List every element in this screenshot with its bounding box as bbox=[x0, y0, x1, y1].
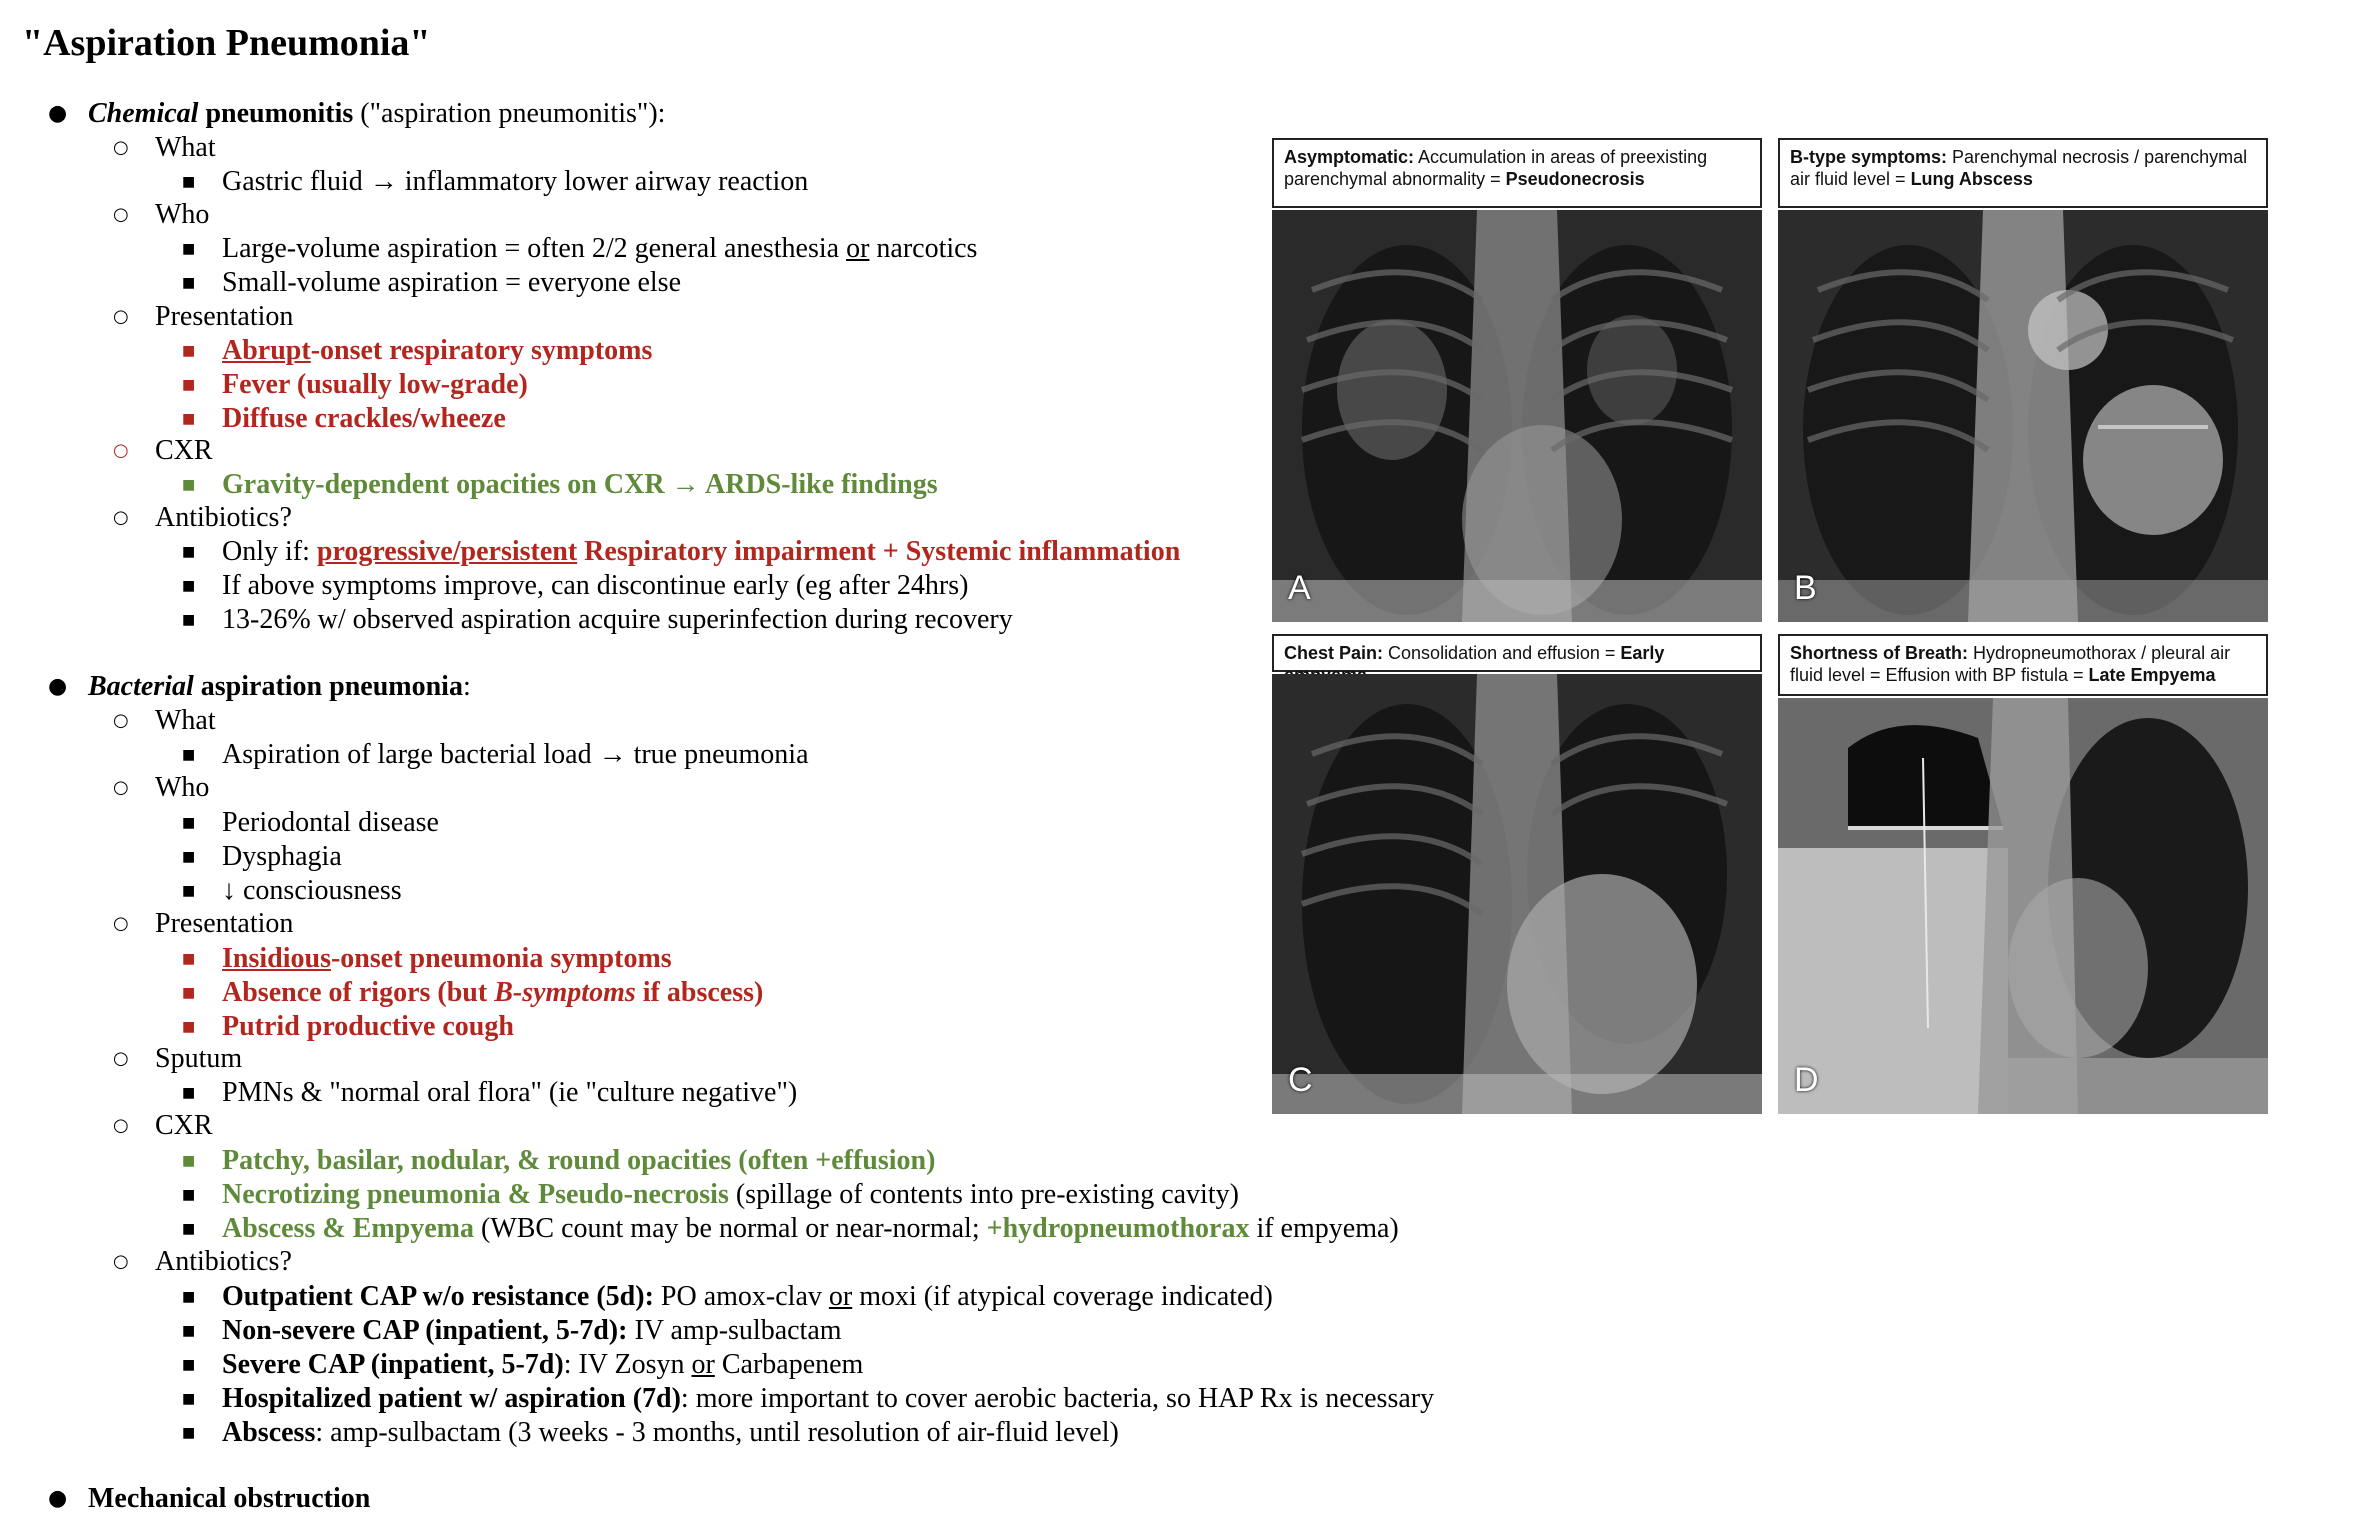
bullet-marker: ○ bbox=[113, 913, 129, 934]
chest-xray-graphic bbox=[1778, 210, 2268, 622]
chest-xray-graphic bbox=[1272, 210, 1762, 622]
bullet-marker: ■ bbox=[182, 241, 196, 257]
caption-text: Consolidation and effusion = bbox=[1383, 643, 1621, 663]
list-item bbox=[182, 1212, 1399, 1246]
item-text: 13-26% w/ observed aspiration acquire superinfection during recovery bbox=[222, 604, 1013, 635]
item-text: : IV Zosyn bbox=[563, 1349, 692, 1380]
list-item-cxr bbox=[113, 1109, 213, 1143]
bullet-marker: ○ bbox=[113, 204, 129, 225]
list-item-antibiotics bbox=[113, 501, 292, 535]
page-title: "Aspiration Pneumonia" bbox=[22, 22, 431, 64]
list-item-who bbox=[113, 198, 210, 232]
bullet-marker: ● bbox=[48, 101, 68, 126]
caption-bold-2: Lung Abscess bbox=[1910, 169, 2033, 189]
xray-panel-c bbox=[1272, 634, 1762, 1118]
list-item bbox=[182, 1076, 798, 1110]
caption-text: Hydropneumothorax / pleural air fluid level = Effusion with BP fistula = bbox=[1790, 643, 2231, 685]
item-text-italic: B-symptoms bbox=[494, 977, 636, 1008]
bullet-marker: ● bbox=[48, 1486, 68, 1511]
item-text: Carbapenem bbox=[714, 1349, 864, 1380]
item-text: if empyema) bbox=[1249, 1213, 1399, 1244]
list-item bbox=[182, 603, 1013, 637]
bullet-marker: ■ bbox=[182, 1289, 196, 1305]
item-text: (WBC count may be normal or near-normal; bbox=[474, 1213, 987, 1244]
xray-image bbox=[1778, 210, 2268, 622]
bullet-marker: ○ bbox=[113, 1251, 129, 1272]
chest-xray-graphic bbox=[1272, 674, 1762, 1114]
bullet-marker: ■ bbox=[182, 883, 196, 899]
list-item-bacterial bbox=[48, 670, 471, 704]
bullet-marker: ■ bbox=[182, 578, 196, 594]
bullet-marker: ○ bbox=[113, 440, 129, 461]
item-text: Mechanical obstruction bbox=[88, 1483, 371, 1514]
bullet-marker: ■ bbox=[182, 1221, 196, 1237]
list-item bbox=[182, 232, 978, 266]
item-text: Non-severe CAP (inpatient, 5-7d): bbox=[222, 1315, 628, 1346]
bullet-marker: ■ bbox=[182, 1323, 196, 1339]
bullet-marker: ■ bbox=[182, 343, 196, 359]
list-item bbox=[182, 266, 681, 300]
bullet-marker: ■ bbox=[182, 747, 196, 763]
list-item bbox=[182, 1348, 864, 1382]
list-item-mechanical bbox=[48, 1482, 371, 1516]
bullet-marker: ■ bbox=[182, 477, 196, 493]
list-item bbox=[182, 840, 342, 874]
chemical-term-rest: pneumonitis bbox=[198, 98, 354, 129]
list-item-what bbox=[113, 704, 216, 738]
bullet-marker: ■ bbox=[182, 1187, 196, 1203]
sublist-label: What bbox=[155, 705, 216, 736]
sublist-label: Antibiotics? bbox=[155, 1246, 292, 1277]
item-text: PO amox-clav bbox=[653, 1281, 829, 1312]
xray-panel-d bbox=[1778, 634, 2268, 1118]
sublist-label: Antibiotics? bbox=[155, 502, 292, 533]
item-text: : amp-sulbactam (3 weeks - 3 months, until resolution of air-fluid level) bbox=[315, 1417, 1119, 1448]
bacterial-term-rest: aspiration pneumonia bbox=[193, 671, 463, 702]
xray-panel-a bbox=[1272, 138, 1762, 622]
sublist-label: Presentation bbox=[155, 908, 294, 939]
item-text: ↓ consciousness bbox=[222, 875, 402, 906]
item-text: narcotics bbox=[869, 233, 978, 264]
item-text: Abscess bbox=[222, 1417, 316, 1448]
caption-bold-2: Early bbox=[1620, 643, 1665, 663]
item-text: Necrotizing pneumonia & Pseudo-necrosis bbox=[222, 1179, 729, 1210]
xray-figure bbox=[1262, 130, 2360, 1116]
bullet-marker: ○ bbox=[113, 710, 129, 731]
list-item bbox=[182, 1382, 1435, 1416]
item-text-underlined: or bbox=[846, 233, 870, 264]
list-item bbox=[182, 402, 506, 436]
bullet-marker: ■ bbox=[182, 544, 196, 560]
sublist-label: CXR bbox=[155, 1110, 213, 1141]
item-text: : more important to cover aerobic bacteria, so HAP Rx is necessary bbox=[680, 1383, 1435, 1414]
bullet-marker: ■ bbox=[182, 951, 196, 967]
item-text: moxi (if atypical coverage indicated) bbox=[852, 1281, 1273, 1312]
panel-caption bbox=[1272, 634, 1762, 672]
bullet-marker: ■ bbox=[182, 275, 196, 291]
xray-image bbox=[1778, 698, 2268, 1114]
bullet-marker: ■ bbox=[182, 1425, 196, 1441]
item-text: Dysphagia bbox=[222, 841, 342, 872]
list-item bbox=[182, 1280, 1273, 1314]
item-text: Respiratory impairment + Systemic inflammation bbox=[577, 536, 1181, 567]
list-item-chemical bbox=[48, 97, 666, 131]
sublist-label: Sputum bbox=[155, 1043, 243, 1074]
panel-letter: C bbox=[1288, 1061, 1313, 1099]
item-text: Periodontal disease bbox=[222, 807, 439, 838]
bullet-marker: ■ bbox=[182, 411, 196, 427]
chemical-term-paren: ("aspiration pneumonitis"): bbox=[353, 98, 666, 129]
item-text-underlined: Insidious bbox=[222, 943, 331, 974]
item-text: +hydropneumothorax bbox=[986, 1213, 1250, 1244]
bullet-marker: ■ bbox=[182, 985, 196, 1001]
item-text-underlined: or bbox=[828, 1281, 853, 1312]
bullet-marker: ○ bbox=[113, 777, 129, 798]
list-item bbox=[182, 738, 809, 772]
panel-letter: B bbox=[1794, 569, 1817, 607]
sublist-label: Who bbox=[155, 199, 210, 230]
bullet-marker: ■ bbox=[182, 1019, 196, 1035]
caption-bold: B-type symptoms: bbox=[1790, 147, 1948, 167]
list-item bbox=[182, 1178, 1239, 1212]
item-text: Fever (usually low-grade) bbox=[222, 369, 528, 400]
sublist-label: Who bbox=[155, 772, 210, 803]
bullet-marker: ■ bbox=[182, 1085, 196, 1101]
bullet-marker: ● bbox=[48, 674, 68, 699]
panel-letter: D bbox=[1794, 1061, 1819, 1099]
list-item-antibiotics bbox=[113, 1245, 292, 1279]
list-item-presentation bbox=[113, 907, 294, 941]
caption-bold-2: Pseudonecrosis bbox=[1505, 169, 1645, 189]
list-item bbox=[182, 806, 439, 840]
bullet-marker: ■ bbox=[182, 1391, 196, 1407]
list-item bbox=[182, 1144, 936, 1178]
list-item bbox=[182, 976, 764, 1010]
list-item bbox=[182, 569, 969, 603]
item-text-underlined: Abrupt bbox=[222, 335, 311, 366]
item-text-underlined: progressive/persistent bbox=[316, 536, 578, 567]
bullet-marker: ■ bbox=[182, 815, 196, 831]
item-text-underlined: or bbox=[691, 1349, 715, 1380]
bullet-marker: ■ bbox=[182, 1153, 196, 1169]
item-text: Diffuse crackles/wheeze bbox=[222, 403, 506, 434]
item-text: Severe CAP (inpatient, 5-7d) bbox=[222, 1349, 564, 1380]
caption-bold: Chest Pain: bbox=[1284, 643, 1384, 663]
caption-bold: Asymptomatic: bbox=[1284, 147, 1415, 167]
bullet-marker: ○ bbox=[113, 137, 129, 158]
item-text: (spillage of contents into pre-existing cavity) bbox=[728, 1179, 1239, 1210]
bullet-marker: ○ bbox=[113, 306, 129, 327]
xray-image bbox=[1272, 210, 1762, 622]
xray-image bbox=[1272, 674, 1762, 1114]
bullet-marker: ○ bbox=[113, 1115, 129, 1136]
item-text: Gastric fluid → inflammatory lower airway reaction bbox=[222, 166, 809, 197]
caption-bold-2: Late Empyema bbox=[2088, 665, 2216, 685]
panel-caption bbox=[1272, 138, 1762, 208]
bullet-marker: ■ bbox=[182, 849, 196, 865]
bullet-marker: ■ bbox=[182, 174, 196, 190]
item-text: Only if: bbox=[222, 536, 317, 567]
chest-xray-graphic bbox=[1778, 698, 2268, 1114]
item-text: Putrid productive cough bbox=[222, 1011, 514, 1042]
list-item bbox=[182, 874, 402, 908]
item-text: Outpatient CAP w/o resistance (5d): bbox=[222, 1281, 654, 1312]
caption-bold: Shortness of Breath: bbox=[1790, 643, 1969, 663]
item-text: Patchy, basilar, nodular, & round opacities (often +effusion) bbox=[222, 1145, 936, 1176]
list-item bbox=[182, 468, 938, 502]
item-text: PMNs & "normal oral flora" (ie "culture negative") bbox=[222, 1077, 798, 1108]
item-text: -onset pneumonia symptoms bbox=[330, 943, 672, 974]
item-text: IV amp-sulbactam bbox=[627, 1315, 842, 1346]
xray-panel-b bbox=[1778, 138, 2268, 622]
item-text: Large-volume aspiration = often 2/2 general anesthesia bbox=[222, 233, 847, 264]
list-item-sputum bbox=[113, 1042, 243, 1076]
panel-caption bbox=[1778, 634, 2268, 696]
bullet-marker: ○ bbox=[113, 507, 129, 528]
sublist-label: CXR bbox=[155, 435, 213, 466]
panel-letter: A bbox=[1288, 569, 1311, 607]
list-item bbox=[182, 535, 1181, 569]
list-item bbox=[182, 368, 528, 402]
item-text: Gravity-dependent opacities on CXR → ARDS-like findings bbox=[222, 469, 938, 500]
bullet-marker: ○ bbox=[113, 1048, 129, 1069]
bullet-marker: ■ bbox=[182, 612, 196, 628]
item-text: Small-volume aspiration = everyone else bbox=[222, 267, 681, 298]
caption-text: Accumulation in areas of preexisting parenchymal abnormality = bbox=[1284, 147, 1708, 189]
list-item-cxr bbox=[113, 434, 213, 468]
list-item bbox=[182, 942, 672, 976]
list-item bbox=[182, 334, 653, 368]
chemical-term: Chemical bbox=[88, 98, 199, 129]
list-item-presentation bbox=[113, 300, 294, 334]
item-text: Hospitalized patient w/ aspiration (7d) bbox=[222, 1383, 681, 1414]
item-text: -onset respiratory symptoms bbox=[310, 335, 653, 366]
bacterial-term: Bacterial bbox=[88, 671, 194, 702]
bullet-marker: ■ bbox=[182, 1357, 196, 1373]
bullet-marker: ■ bbox=[182, 377, 196, 393]
caption-text: Parenchymal necrosis / parenchymal air fluid level = bbox=[1790, 147, 2248, 189]
list-item bbox=[182, 165, 809, 199]
list-item bbox=[182, 1010, 514, 1044]
item-text: If above symptoms improve, can discontinue early (eg after 24hrs) bbox=[222, 570, 969, 601]
sublist-label: Presentation bbox=[155, 301, 294, 332]
sublist-label: What bbox=[155, 132, 216, 163]
list-item-who bbox=[113, 771, 210, 805]
list-item bbox=[182, 1416, 1119, 1450]
item-text: Abscess & Empyema bbox=[222, 1213, 474, 1244]
list-item-what bbox=[113, 131, 216, 165]
item-text: Absence of rigors (but bbox=[222, 977, 495, 1008]
list-item bbox=[182, 1314, 842, 1348]
item-text: if abscess) bbox=[635, 977, 764, 1008]
item-text: Aspiration of large bacterial load → true pneumonia bbox=[222, 739, 809, 770]
panel-caption bbox=[1778, 138, 2268, 208]
bacterial-term-colon: : bbox=[462, 671, 471, 702]
